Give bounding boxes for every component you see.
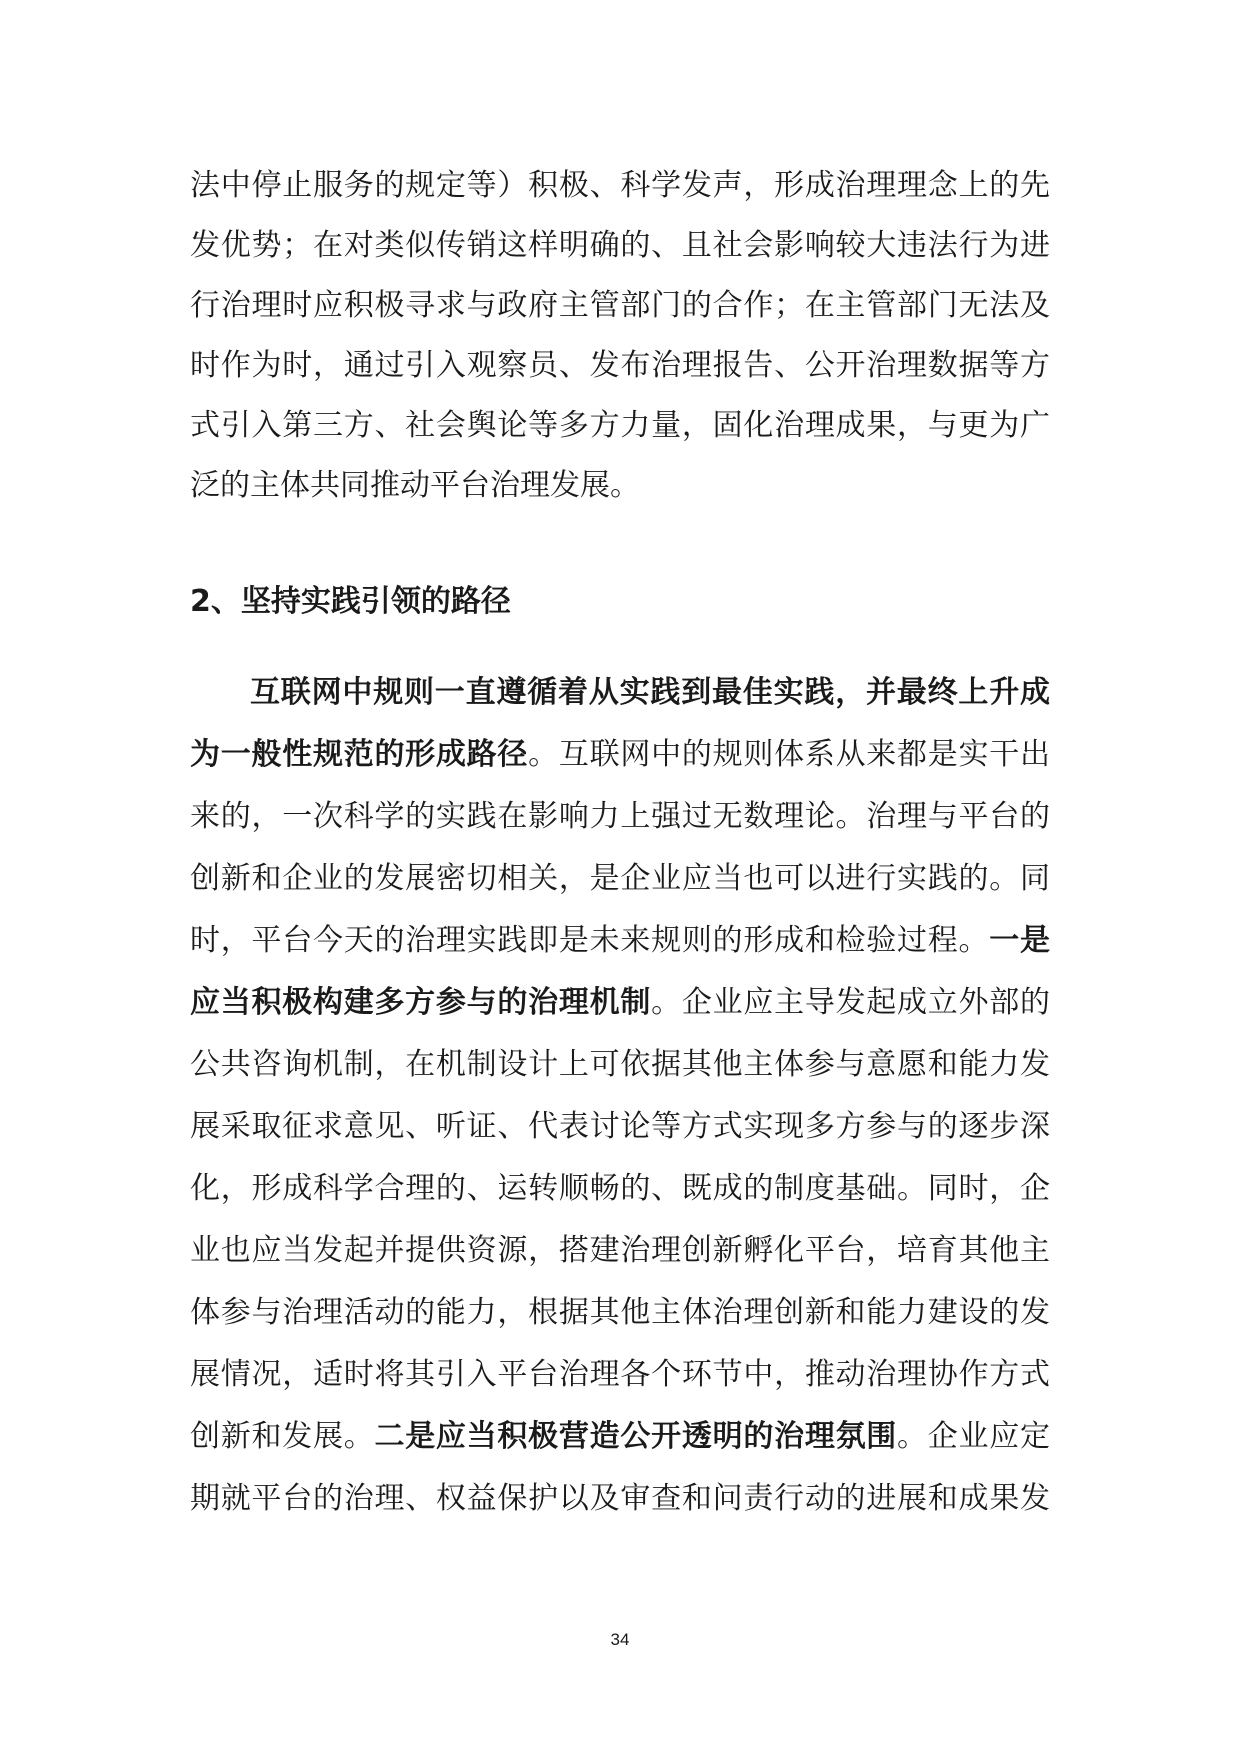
section-heading: 2、坚持实践引领的路径	[190, 584, 511, 619]
body-text: 。互联网中的规则体系从来都是实干出	[528, 737, 1051, 772]
paragraph-2-line-11: 体参与治理活动的能力，根据其他主体治理创新和能力建设的发	[190, 1295, 1050, 1330]
page-number: 34	[610, 1630, 630, 1649]
key-point-bold-text: 应当积极构建多方参与的治理机制	[190, 985, 652, 1020]
paragraph-1-line-3: 行治理时应积极寻求与政府主管部门的合作；在主管部门无法及	[190, 288, 1050, 323]
paragraph-1-line-4: 时作为时，通过引入观察员、发布治理报告、公开治理数据等方	[190, 348, 1050, 383]
key-point-bold-text: 一是	[989, 923, 1051, 958]
key-point-bold-text: 为一般性规范的形成路径	[190, 737, 529, 772]
body-text: 创新和发展。	[190, 1419, 375, 1454]
paragraph-2-line-1: 互联网中规则一直遵循着从实践到最佳实践，并最终上升成	[250, 675, 1050, 710]
paragraph-2-line-6	[190, 973, 1050, 1033]
paragraph-2-line-12: 展情况，适时将其引入平台治理各个环节中，推动治理协作方式	[190, 1357, 1050, 1392]
body-text: 。企业应主导发起成立外部的	[651, 985, 1051, 1020]
paragraph-2-line-8: 展采取征求意见、听证、代表讨论等方式实现多方参与的逐步深	[190, 1109, 1050, 1144]
paragraph-1-line-1: 法中停止服务的规定等）积极、科学发声，形成治理理念上的先	[190, 168, 1050, 203]
paragraph-2-line-10: 业也应当发起并提供资源，搭建治理创新孵化平台，培育其他主	[190, 1233, 1050, 1268]
paragraph-1-line-2: 发优势；在对类似传销这样明确的、且社会影响较大违法行为进	[190, 228, 1050, 263]
body-text: 。企业应定	[897, 1419, 1051, 1454]
key-point-bold-text: 二是应当积极营造公开透明的治理氛围	[374, 1419, 898, 1454]
paragraph-2-line-9: 化，形成科学合理的、运转顺畅的、既成的制度基础。同时，企	[190, 1171, 1050, 1206]
paragraph-1-line-6: 泛的主体共同推动平台治理发展。	[190, 468, 640, 503]
paragraph-2-line-3: 来的，一次科学的实践在影响力上强过无数理论。治理与平台的	[190, 799, 1050, 834]
paragraph-2-line-7: 公共咨询机制，在机制设计上可依据其他主体参与意愿和能力发	[190, 1047, 1050, 1082]
paragraph-1-line-5: 式引入第三方、社会舆论等多方力量，固化治理成果，与更为广	[190, 408, 1050, 443]
paragraph-2-line-13	[190, 1407, 1050, 1467]
paragraph-2-line-5	[190, 911, 1050, 971]
paragraph-2-line-4: 创新和企业的发展密切相关，是企业应当也可以进行实践的。同	[190, 861, 1050, 896]
body-text: 时，平台今天的治理实践即是未来规则的形成和检验过程。	[190, 923, 990, 958]
paragraph-2-line-14: 期就平台的治理、权益保护以及审查和问责行动的进展和成果发	[190, 1481, 1050, 1516]
paragraph-2-line-2	[190, 725, 1050, 785]
